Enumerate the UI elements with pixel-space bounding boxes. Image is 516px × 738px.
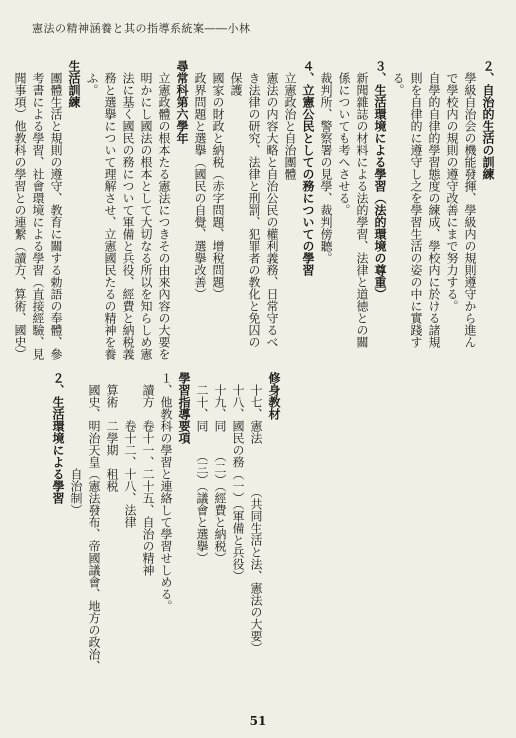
text-column: 十八、國民の務（一）（軍備と兵役）	[231, 372, 245, 582]
text-column: 國家の財政と納税（赤字問題、增稅問題）	[211, 60, 225, 300]
text-column: 立憲政體の根本たる憲法につきその由來內容の大要を	[157, 60, 171, 360]
text-column: 則を自律的に遵守し之を學習生活の姿の中に實踐す	[409, 60, 423, 348]
text-column: 係についても考へさせる。	[337, 60, 351, 216]
text-column: ２、自治的生活の訓練	[481, 60, 495, 180]
text-column: 自治制）	[69, 372, 83, 516]
text-column: 讀方 卷十一、二十五、自治の精神	[141, 372, 155, 576]
lower-left-block	[22, 372, 282, 692]
text-column: 修身教材	[267, 372, 281, 420]
text-column: 務と選擧について理解させ、立憲國民たるの精神を養	[103, 60, 117, 360]
text-column: 自學的自律的學習態度の練成、學校内に於ける諸規	[427, 60, 441, 348]
text-column: 立憲政治と自治團體	[283, 60, 297, 180]
text-column: 生活訓練	[67, 60, 81, 108]
text-column: で學校内の規則の遵守改善にまで努力する。	[445, 60, 459, 312]
text-column: 聞事項）他教科の學習との連繋（讀方、算術、國史）	[13, 60, 27, 360]
text-column: 法に基く國民の務について軍備と兵役、經費と納税義	[121, 60, 135, 360]
text-column: 考書による學習、社會環境による學習（直接經驗、見	[31, 60, 45, 360]
text-column: 政界問題と選擧（國民の自覺、選擧改善）	[193, 60, 207, 300]
text-column: 學級自治会の機能發揮、學級内の規則遵守から進ん	[463, 60, 477, 348]
text-column: 算術 二學期 租税	[105, 372, 119, 492]
text-column: 十九、同 （二）（經費と納税）	[213, 372, 227, 564]
text-column: 學習指導要項	[177, 372, 191, 444]
text-column: １、他教科の學習と連絡して學習せしめる。	[159, 372, 173, 612]
text-column: ４、立憲公民としての務についての學習	[301, 60, 315, 276]
text-column: 保護	[229, 60, 243, 96]
text-column: 尋常科第六學年	[175, 60, 189, 144]
text-column: 二十、同 （三）（議會と選擧）	[195, 372, 209, 564]
text-column: 明かにし國法の根本として大切なる所以を知らしめ憲	[139, 60, 153, 360]
text-column: ２、生活環境による學習	[51, 372, 65, 504]
page-number: 51	[249, 714, 267, 728]
text-column: 國史、明治天皇（憲法發布、帝國議會、地方の政治、	[87, 372, 101, 672]
text-column: 團體生活と規則の遵守、教育に關する勅語の奉體、參	[49, 60, 63, 360]
text-column: ふ。	[85, 60, 99, 96]
text-column: 憲法の内容大略と自治公民の權利義務、日常守るべ	[265, 60, 279, 348]
text-column: 十七、憲法 （共同生活と法、憲法の大要）	[249, 372, 263, 654]
text-column: ３、生活環境による學習（法的環境の尊重）	[373, 60, 387, 300]
running-header: 憲法の精神涵養と其の指導系統案――小林	[32, 22, 251, 35]
text-column: き法律の研究、法律と刑罰、犯罪者の教化と免囚の	[247, 60, 261, 348]
text-column: 裁判所、警察署の見學、裁判傍聽。	[319, 60, 333, 264]
text-column: 新聞雜誌の材料による法的學習、法律と道徳との關	[355, 60, 369, 348]
text-column: 卷十二、十八、法律	[123, 372, 137, 528]
text-column: る。	[391, 60, 405, 96]
